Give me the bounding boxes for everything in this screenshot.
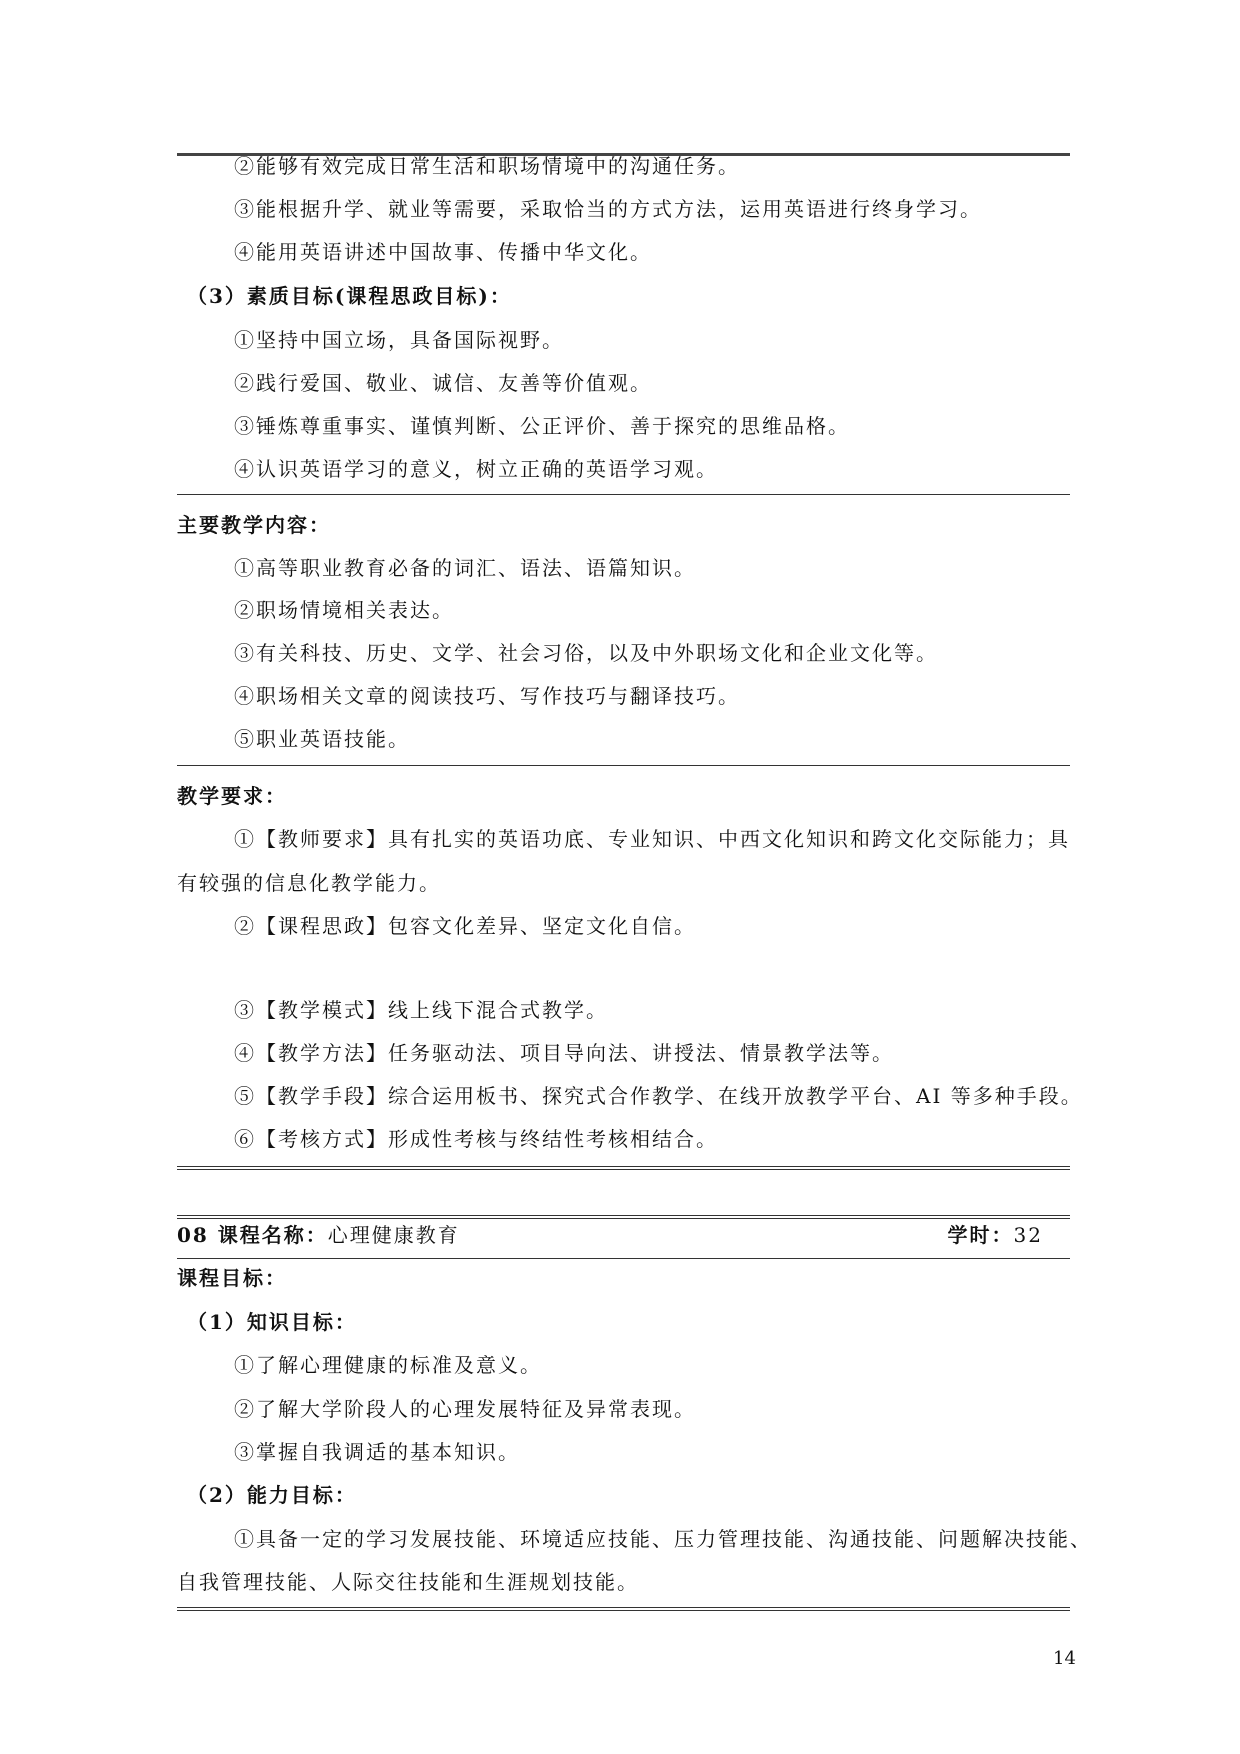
- divider: [177, 765, 1070, 766]
- content-item: ⑤职业英语技能。: [234, 727, 410, 751]
- quality-item: ②践行爱国、敬业、诚信、友善等价值观。: [234, 371, 652, 395]
- knowledge-item: ②了解大学阶段人的心理发展特征及异常表现。: [234, 1397, 696, 1421]
- ability-heading: （2）能力目标：: [187, 1483, 357, 1507]
- requirements-item: ②【课程思政】包容文化差异、坚定文化自信。: [234, 914, 696, 938]
- objectives-heading: 课程目标：: [177, 1266, 287, 1290]
- hours-label: 学时：: [947, 1223, 1014, 1247]
- course-hours: [948, 1222, 1043, 1248]
- course-header-row: [177, 1222, 1070, 1248]
- table-top-border: [177, 1215, 1070, 1216]
- ability-item: ④能用英语讲述中国故事、传播中华文化。: [234, 240, 652, 264]
- requirements-item: ④【教学方法】任务驱动法、项目导向法、讲授法、情景教学法等。: [234, 1041, 894, 1065]
- table-bottom-border: [177, 1607, 1070, 1608]
- content-item: ①高等职业教育必备的词汇、语法、语篇知识。: [234, 556, 696, 580]
- knowledge-heading: （1）知识目标：: [187, 1310, 357, 1334]
- quality-item: ①坚持中国立场，具备国际视野。: [234, 328, 564, 352]
- ability-item: ③能根据升学、就业等需要，采取恰当的方式方法，运用英语进行终身学习。: [234, 197, 982, 221]
- requirements-item: ③【教学模式】线上线下混合式教学。: [234, 998, 608, 1022]
- content-item: ③有关科技、历史、文学、社会习俗，以及中外职场文化和企业文化等。: [234, 641, 938, 665]
- divider: [177, 1258, 1070, 1259]
- page-number: 14: [1053, 1648, 1076, 1669]
- requirements-item: ①【教师要求】具有扎实的英语功底、专业知识、中西文化知识和跨文化交际能力；具: [234, 827, 1070, 851]
- table-bottom-border: [177, 1166, 1070, 1167]
- content-item: ②职场情境相关表达。: [234, 598, 454, 622]
- hours-value: 32: [1013, 1223, 1043, 1247]
- knowledge-item: ①了解心理健康的标准及意义。: [234, 1353, 542, 1377]
- requirements-item: ⑥【考核方式】形成性考核与终结性考核相结合。: [234, 1127, 718, 1151]
- course-name: 心理健康教育: [327, 1223, 460, 1247]
- course-label: 08 课程名称：: [177, 1223, 328, 1247]
- ability-item: 自我管理技能、人际交往技能和生涯规划技能。: [177, 1570, 639, 1594]
- requirements-item: ⑤【教学手段】综合运用板书、探究式合作教学、在线开放教学平台、AI 等多种手段。: [234, 1084, 1083, 1108]
- content-item: ④职场相关文章的阅读技巧、写作技巧与翻译技巧。: [234, 684, 740, 708]
- quality-heading: （3）素质目标(课程思政目标)：: [187, 284, 512, 308]
- quality-item: ③锤炼尊重事实、谨慎判断、公正评价、善于探究的思维品格。: [234, 414, 850, 438]
- requirements-heading: 教学要求：: [177, 784, 287, 808]
- ability-item: ②能够有效完成日常生活和职场情境中的沟通任务。: [234, 154, 740, 178]
- knowledge-item: ③掌握自我调适的基本知识。: [234, 1440, 520, 1464]
- quality-item: ④认识英语学习的意义，树立正确的英语学习观。: [234, 457, 718, 481]
- requirements-item: 有较强的信息化教学能力。: [177, 871, 441, 895]
- divider: [177, 494, 1070, 495]
- content-heading: 主要教学内容：: [177, 513, 331, 537]
- ability-item: ①具备一定的学习发展技能、环境适应技能、压力管理技能、沟通技能、问题解决技能、: [234, 1527, 1092, 1551]
